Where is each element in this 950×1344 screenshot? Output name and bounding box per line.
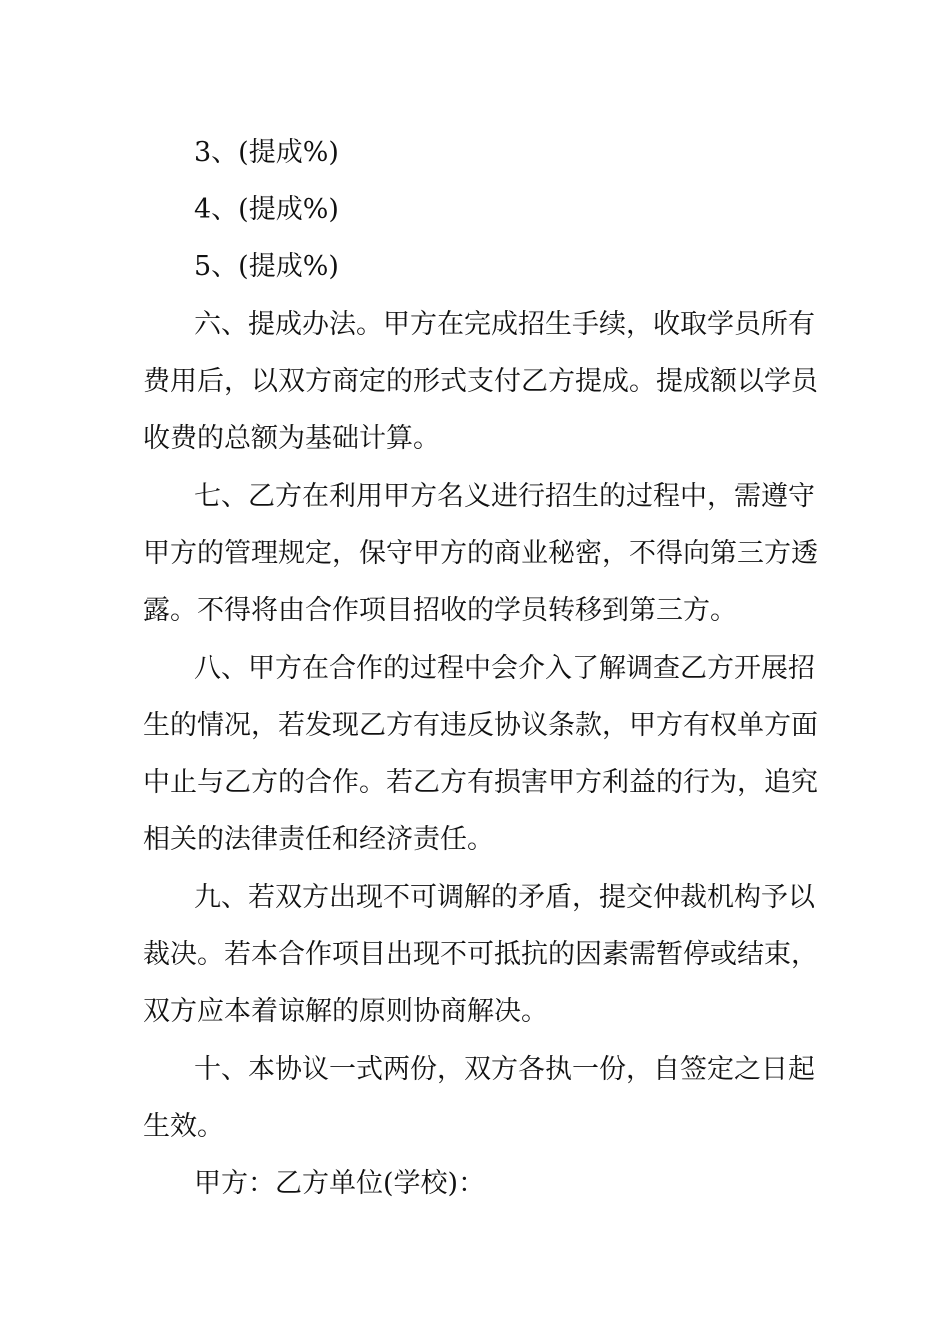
clause-10-line-1: 十、本协议一式两份，双方各执一份，自签定之日起 — [194, 1054, 815, 1085]
clause-10-line-2: 生效。 — [143, 1111, 224, 1142]
clause-7-line-3: 露。不得将由合作项目招收的学员转移到第三方。 — [143, 595, 737, 626]
clause-6-line-2: 费用后，以双方商定的形式支付乙方提成。提成额以学员 — [143, 366, 818, 397]
clause-7-line-2: 甲方的管理规定，保守甲方的商业秘密，不得向第三方透 — [143, 538, 818, 569]
clause-8-line-1: 八、甲方在合作的过程中会介入了解调查乙方开展招 — [194, 653, 815, 684]
clause-8-line-4: 相关的法律责任和经济责任。 — [143, 824, 494, 855]
clause-8-line-3: 中止与乙方的合作。若乙方有损害甲方利益的行为，追究 — [143, 767, 818, 798]
clause-7-line-1: 七、乙方在利用甲方名义进行招生的过程中，需遵守 — [194, 481, 815, 512]
commission-item-3: 3、(提成%) — [194, 137, 339, 168]
commission-item-5: 5、(提成%) — [194, 251, 339, 282]
clause-8-line-2: 生的情况，若发现乙方有违反协议条款，甲方有权单方面 — [143, 710, 818, 741]
clause-9-line-2: 裁决。若本合作项目出现不可抵抗的因素需暂停或结束， — [143, 939, 818, 970]
clause-9-line-3: 双方应本着谅解的原则协商解决。 — [143, 996, 548, 1027]
clause-9-line-1: 九、若双方出现不可调解的矛盾，提交仲裁机构予以 — [194, 882, 815, 913]
clause-6-line-1: 六、提成办法。甲方在完成招生手续，收取学员所有 — [194, 309, 815, 340]
signature-line: 甲方：乙方单位(学校)： — [194, 1168, 486, 1199]
clause-6-line-3: 收费的总额为基础计算。 — [143, 423, 440, 454]
commission-item-4: 4、(提成%) — [194, 194, 339, 225]
